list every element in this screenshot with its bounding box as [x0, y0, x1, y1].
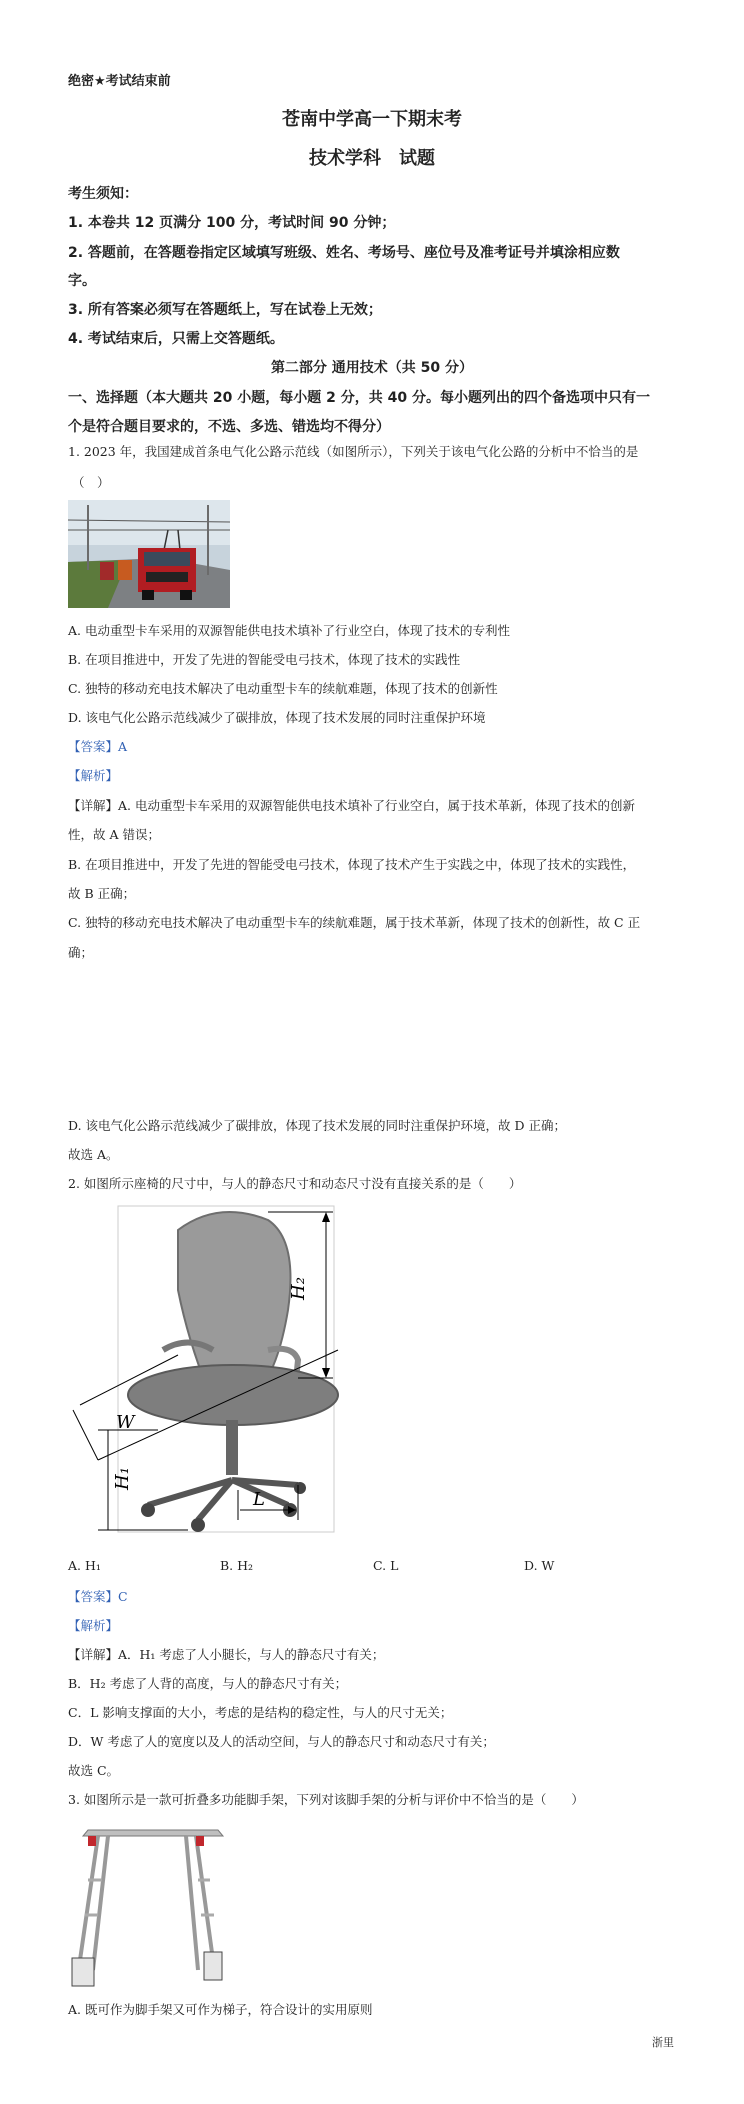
detail-line: 【详解】A. 电动重型卡车采用的双源智能供电技术填补了行业空白，属于技术革新，体现了技术的创新	[68, 798, 635, 813]
conclusion: 故选 C。	[68, 1763, 120, 1778]
label-h1: H₁	[112, 1467, 133, 1490]
option-a: A. 既可作为脚手架又可作为梯子，符合设计的实用原则	[68, 2002, 373, 2017]
question-stem: 2. 如图所示座椅的尺寸中，与人的静态尺寸和动态尺寸没有直接关系的是（ ）	[68, 1176, 522, 1191]
exam-title: 苍南中学高一下期末考	[282, 109, 462, 130]
notice-item: 2. 答题前，在答题卷指定区域填写班级、姓名、考场号、座位号及准考证号并填涂相应数	[68, 245, 620, 261]
exam-subtitle: 技术学科 试题	[309, 148, 435, 169]
detail-line: B．H₂ 考虑了人背的高度，与人的静态尺寸有关；	[68, 1676, 348, 1691]
detail-line: 【详解】A．H₁ 考虑了人小腿长，与人的静态尺寸有关；	[68, 1647, 385, 1662]
label-h2: H₂	[288, 1277, 309, 1300]
truck-road-photo	[68, 500, 230, 608]
part-heading: 第二部分 通用技术（共 50 分）	[270, 360, 474, 376]
notice-item: 4. 考试结束后，只需上交答题纸。	[68, 331, 284, 347]
label-w: W	[116, 1412, 135, 1433]
option-d: D. 该电气化公路示范线减少了碳排放，体现了技术发展的同时注重保护环境	[68, 710, 486, 725]
detail-line: 故 B 正确；	[68, 886, 136, 901]
option-b: B. H₂	[220, 1558, 254, 1573]
detail-line: 确；	[68, 945, 94, 960]
conclusion: 故选 A。	[68, 1147, 119, 1162]
scaffold-diagram	[68, 1820, 228, 1990]
notice-heading: 考生须知：	[68, 186, 138, 202]
option-d: D. W	[524, 1558, 555, 1573]
option-b: B. 在项目推进中，开发了先进的智能受电弓技术，体现了技术的实践性	[68, 652, 461, 667]
analysis-label: 【解析】	[68, 1618, 119, 1633]
footer-region: 浙里	[652, 2036, 674, 2049]
detail-line: B. 在项目推进中，开发了先进的智能受电弓技术，体现了技术产生于实践之中，体现了技术的实践性，	[68, 857, 636, 872]
option-c: C. L	[373, 1558, 399, 1573]
detail-line: D. 该电气化公路示范线减少了碳排放，体现了技术发展的同时注重保护环境，故 D 正确；	[68, 1118, 566, 1133]
detail-line: C. 独特的移动充电技术解决了电动重型卡车的续航难题，属于技术革新，体现了技术的创新性，故 C 正	[68, 915, 641, 930]
answer-label: 【答案】C	[68, 1589, 128, 1604]
analysis-label: 【解析】	[68, 768, 119, 783]
notice-item: 1. 本卷共 12 页满分 100 分，考试时间 90 分钟；	[68, 215, 396, 231]
option-a: A. 电动重型卡车采用的双源智能供电技术填补了行业空白，体现了技术的专利性	[68, 623, 510, 638]
section-heading: 个是符合题目要求的，不选、多选、错选均不得分）	[68, 419, 390, 435]
label-l: L	[253, 1489, 265, 1510]
question-stem: 3. 如图所示是一款可折叠多功能脚手架，下列对该脚手架的分析与评价中不恰当的是（ ）	[68, 1792, 584, 1807]
section-heading: 一、选择题（本大题共 20 小题，每小题 2 分，共 40 分。每小题列出的四个备选项中只有一	[68, 390, 650, 406]
chair-diagram	[68, 1200, 348, 1536]
secret-label: 绝密★考试结束前	[68, 74, 171, 89]
question-stem: 1. 2023 年，我国建成首条电气化公路示范线（如图所示），下列关于该电气化公路的分析中不恰当的是	[68, 444, 639, 459]
detail-line: D．W 考虑了人的宽度以及人的活动空间，与人的静态尺寸和动态尺寸有关；	[68, 1734, 495, 1749]
detail-line: C．L 影响支撑面的大小，考虑的是结构的稳定性，与人的尺寸无关；	[68, 1705, 453, 1720]
notice-item: 3. 所有答案必须写在答题纸上，写在试卷上无效；	[68, 302, 382, 318]
question-blank: （ ）	[72, 475, 110, 490]
option-a: A. H₁	[68, 1558, 101, 1573]
notice-item: 字。	[68, 273, 96, 289]
detail-line: 性，故 A 错误；	[68, 827, 160, 842]
answer-label: 【答案】A	[68, 739, 128, 754]
option-c: C. 独特的移动充电技术解决了电动重型卡车的续航难题，体现了技术的创新性	[68, 681, 498, 696]
